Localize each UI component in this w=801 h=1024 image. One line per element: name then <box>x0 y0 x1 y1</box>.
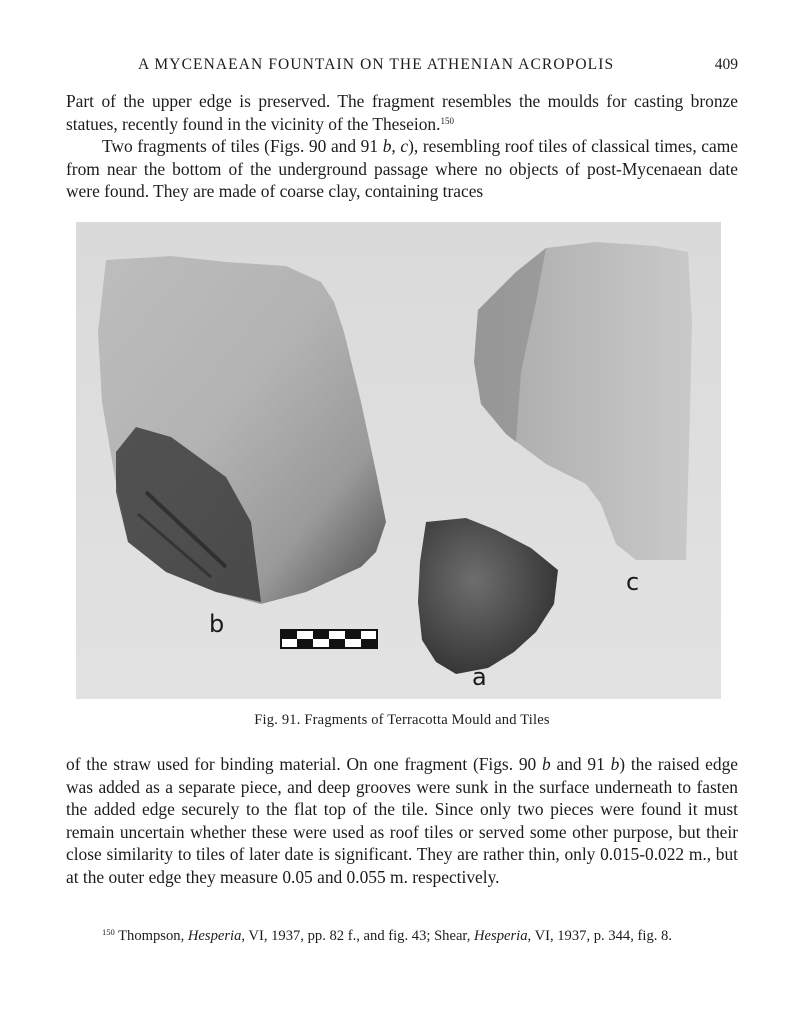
figure-caption: Fig. 91. Fragments of Terracotta Mould and Tiles <box>254 712 550 728</box>
paragraph-3 <box>66 753 738 888</box>
paragraph-1-text: Part of the upper edge is preserved. The fragment resembles the moulds for casting bronze statues, recently found in the vicinity of the Theseion. <box>66 91 738 134</box>
page-number: 409 <box>714 56 738 73</box>
footnote-journal-2: Hesperia <box>474 928 528 944</box>
running-header <box>66 56 738 78</box>
paragraph-2 <box>66 135 738 203</box>
paragraph-3-italic-1: b <box>542 754 551 774</box>
footnote-journal-1: Hesperia <box>187 928 242 944</box>
paragraph-2-text-b: ), resembling roof tiles of classical times, came from near the bottom of the underground passage where no objects of post-Mycenaean date were found. They are made of coarse clay, containing traces <box>66 136 738 201</box>
paragraph-2-text-a: Two fragments of tiles (Figs. 90 and 91 <box>102 136 383 156</box>
paragraph-3-italic-2: b <box>610 754 620 774</box>
footnote-mark: 150 <box>102 927 115 937</box>
paragraph-2-italic: b, c <box>382 136 409 156</box>
footnote-text-b: , VI, 1937, pp. 82 f., and fig. 43; Shear, <box>241 928 475 944</box>
scale-bar <box>281 630 377 648</box>
bottom-text-block <box>66 753 738 888</box>
running-title: A MYCENAEAN FOUNTAIN ON THE ATHENIAN ACROPOLIS <box>138 56 615 73</box>
footnote <box>66 927 738 947</box>
paragraph-1 <box>66 90 738 135</box>
figure-label-c: c <box>626 568 640 596</box>
footnote-text-a: Thompson, <box>114 928 188 944</box>
figure-label-b: b <box>209 610 225 638</box>
figure-photograph <box>76 222 721 699</box>
paragraph-3-text-c: ) the raised edge was added as a separate piece, and deep grooves were sunk in the surface underneath to fasten the added edge securely to the flat top of the tile. Since only two pieces were found it must remain uncertain whether these were used as roof tiles or served some other purpose, but their close similarity to tiles of later date is significant. They are rather thin, only 0.015-0.022 m., but at the outer edge they measure 0.05 and 0.055 m. respectively. <box>66 754 738 887</box>
figure-label-a: a <box>472 663 487 691</box>
top-text-block <box>66 90 738 203</box>
paragraph-3-text-a: of the straw used for binding material. On one fragment (Figs. 90 <box>66 754 543 774</box>
footnote-text <box>66 927 738 947</box>
footnote-text-c: , VI, 1937, p. 344, fig. 8. <box>527 928 672 944</box>
paragraph-3-text-b: and 91 <box>550 754 611 774</box>
footnote-reference: 150 <box>440 115 454 126</box>
